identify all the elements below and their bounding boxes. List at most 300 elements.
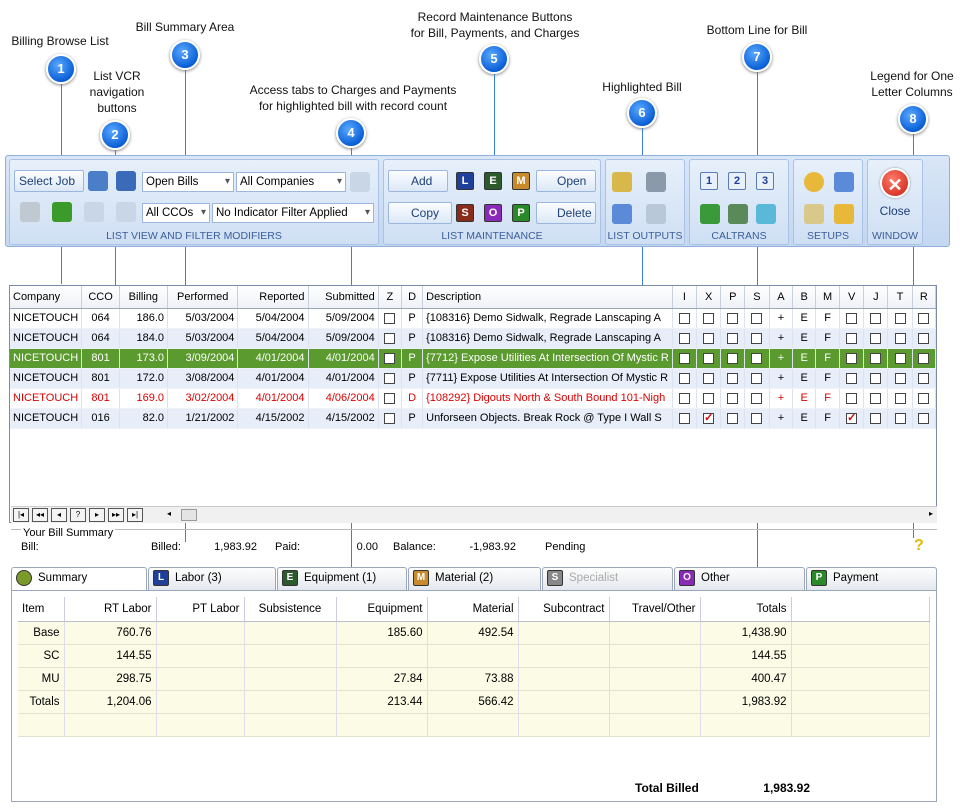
summary-icon — [16, 570, 32, 586]
tab-equipment[interactable] — [277, 567, 407, 590]
summary-cell — [518, 667, 609, 690]
callout-5-label: Record Maintenance Buttons for Bill, Payments, and Charges — [410, 10, 580, 40]
checkbox[interactable] — [703, 313, 714, 324]
bill-row[interactable] — [10, 408, 936, 428]
checkbox[interactable] — [870, 353, 881, 364]
find-record-button[interactable]: ? — [70, 508, 86, 522]
sum-col-rt-labor: RT Labor — [64, 597, 156, 621]
checkbox[interactable] — [727, 333, 738, 344]
checkbox[interactable] — [679, 413, 690, 424]
checkbox[interactable] — [870, 333, 881, 344]
cell-performed: 5/03/2004 — [168, 308, 238, 328]
col-company[interactable]: Company — [10, 286, 82, 308]
export-icon[interactable] — [646, 204, 666, 224]
first-record-button[interactable]: |◂ — [13, 508, 29, 522]
checkbox[interactable] — [895, 393, 906, 404]
cell-description: {7711} Expose Utilities At Intersection Of Mystic R — [423, 368, 673, 388]
balance-value: -1,983.92 — [469, 541, 516, 553]
tab-label: Other — [701, 572, 730, 584]
cell-d: P — [401, 348, 422, 368]
search-icon[interactable] — [612, 204, 632, 224]
cell-p — [721, 388, 745, 408]
scroll-right-icon[interactable]: ▸ — [928, 509, 933, 518]
callout-4-bubble: 4 — [336, 118, 366, 148]
checkbox[interactable] — [703, 373, 714, 384]
col-z[interactable]: Z — [378, 286, 401, 308]
col-t[interactable]: T — [888, 286, 912, 308]
summary-cell: 1,983.92 — [700, 690, 791, 713]
sum-col-equipment: Equipment — [336, 597, 427, 621]
add-button[interactable]: Add — [388, 170, 448, 192]
cell-b: E — [793, 348, 816, 368]
checkbox[interactable] — [727, 353, 738, 364]
checkbox[interactable] — [918, 313, 929, 324]
checkbox[interactable] — [384, 333, 395, 344]
col-cco[interactable]: CCO — [82, 286, 119, 308]
cell-performed: 3/08/2004 — [168, 368, 238, 388]
cell-i — [672, 368, 696, 388]
cell-x — [697, 328, 721, 348]
cell-j — [864, 348, 888, 368]
col-a[interactable]: A — [769, 286, 793, 308]
forward-arrow-icon[interactable] — [52, 202, 72, 222]
checkbox[interactable] — [918, 393, 929, 404]
callout-1-bubble: 1 — [46, 54, 76, 84]
cell-p — [721, 308, 745, 328]
cell-z — [378, 388, 401, 408]
col-reported[interactable]: Reported — [238, 286, 308, 308]
col-d[interactable]: D — [401, 286, 422, 308]
cell-j — [864, 368, 888, 388]
summary-cell: MU — [18, 667, 64, 690]
status-text: Pending — [545, 541, 586, 553]
caltrans-1-icon[interactable]: 1 — [700, 172, 718, 190]
summary-cell — [244, 644, 336, 667]
sum-col-subsistence: Subsistence — [244, 597, 336, 621]
cell-r — [912, 388, 935, 408]
summary-cell: Base — [18, 621, 64, 644]
summary-cell — [244, 667, 336, 690]
cell-z — [378, 328, 401, 348]
summary-cell — [518, 690, 609, 713]
summary-cell: 73.88 — [427, 667, 518, 690]
cell-submitted: 5/09/2004 — [308, 308, 378, 328]
tab-label: Specialist — [569, 572, 619, 584]
checkbox[interactable] — [751, 313, 762, 324]
open-button[interactable]: Open — [536, 170, 596, 192]
bill-row[interactable] — [10, 388, 936, 408]
callout-7-label: Bottom Line for Bill — [706, 23, 808, 37]
callout-2-label: List VCR navigation buttons — [89, 69, 145, 115]
cell-reported: 5/04/2004 — [238, 328, 308, 348]
total-billed-value: 1,983.92 — [763, 781, 810, 795]
billing-browse-list[interactable] — [9, 285, 937, 523]
material-letter-icon[interactable]: M — [512, 172, 530, 190]
checkbox[interactable] — [846, 333, 857, 344]
close-button[interactable]: Close — [879, 204, 911, 218]
summary-cell — [336, 644, 427, 667]
cell-submitted: 4/15/2002 — [308, 408, 378, 428]
sum-col-material: Material — [427, 597, 518, 621]
cell-t — [888, 388, 912, 408]
checkbox[interactable] — [727, 393, 738, 404]
checkbox[interactable] — [870, 413, 881, 424]
bill-row[interactable] — [10, 348, 936, 368]
m-letter-icon: M — [413, 570, 429, 586]
cell-performed: 3/02/2004 — [168, 388, 238, 408]
group-list-outputs — [605, 159, 685, 245]
bill-row[interactable] — [10, 328, 936, 348]
cell-i — [672, 408, 696, 428]
tab-label: Summary — [38, 572, 88, 584]
cell-m: F — [816, 308, 840, 328]
summary-row — [18, 621, 929, 644]
all-ccos-select[interactable]: All CCOs ▾ — [142, 203, 210, 223]
col-m[interactable]: M — [816, 286, 840, 308]
cell-b: E — [793, 368, 816, 388]
cell-j — [864, 388, 888, 408]
summary-cell — [427, 644, 518, 667]
all-companies-select[interactable]: All Companies ▾ — [236, 172, 346, 192]
cell-cco: 801 — [82, 348, 119, 368]
summary-cell — [244, 690, 336, 713]
money-icon[interactable] — [700, 204, 720, 224]
summary-cell — [518, 621, 609, 644]
summary-spacer-cell — [791, 690, 929, 713]
summary-cell: SC — [18, 644, 64, 667]
sum-col-spacer — [791, 597, 929, 621]
cell-x — [697, 368, 721, 388]
cell-company: NICETOUCH — [10, 368, 82, 388]
checkbox[interactable] — [895, 353, 906, 364]
group-label-list-outputs: LIST OUTPUTS — [607, 230, 683, 242]
callout-5-bubble: 5 — [479, 44, 509, 74]
cell-z — [378, 368, 401, 388]
cell-performed: 1/21/2002 — [168, 408, 238, 428]
summary-spacer-cell — [791, 621, 929, 644]
summary-cell: Totals — [18, 690, 64, 713]
col-s[interactable]: S — [745, 286, 769, 308]
checkbox[interactable] — [846, 413, 857, 424]
checkbox[interactable] — [895, 373, 906, 384]
cell-company: NICETOUCH — [10, 308, 82, 328]
summary-spacer-cell — [791, 713, 929, 736]
checkbox[interactable] — [918, 413, 929, 424]
cell-p — [721, 368, 745, 388]
ribbon — [5, 155, 950, 247]
select-job-button[interactable]: Select Job — [14, 170, 84, 192]
summary-cell — [609, 644, 700, 667]
checkbox[interactable] — [679, 333, 690, 344]
legend-help-icon[interactable]: ? — [914, 537, 924, 554]
cell-d: D — [401, 388, 422, 408]
checkbox[interactable] — [846, 393, 857, 404]
checkbox[interactable] — [870, 393, 881, 404]
summary-cell: 760.76 — [64, 621, 156, 644]
checkbox[interactable] — [870, 313, 881, 324]
checkbox[interactable] — [703, 413, 714, 424]
tab-other[interactable] — [674, 567, 805, 590]
checkbox[interactable] — [895, 333, 906, 344]
cell-r — [912, 328, 935, 348]
horizontal-scrollbar-thumb[interactable] — [181, 509, 197, 521]
checkbox[interactable] — [846, 313, 857, 324]
col-p[interactable]: P — [721, 286, 745, 308]
cell-d: P — [401, 368, 422, 388]
col-billing[interactable]: Billing — [119, 286, 167, 308]
cell-b: E — [793, 328, 816, 348]
cell-cco: 064 — [82, 308, 119, 328]
cell-description: {7712} Expose Utilities At Intersection Of Mystic R — [423, 348, 673, 368]
summary-cell — [156, 621, 244, 644]
cell-v — [840, 368, 864, 388]
cell-p — [721, 348, 745, 368]
checkbox[interactable] — [703, 393, 714, 404]
callout-7-bubble: 7 — [742, 42, 772, 72]
cell-v — [840, 388, 864, 408]
col-j[interactable]: J — [864, 286, 888, 308]
cell-r — [912, 408, 935, 428]
cell-s — [745, 368, 769, 388]
col-r[interactable]: R — [912, 286, 935, 308]
group-label-list-maintenance: LIST MAINTENANCE — [441, 230, 543, 242]
cell-i — [672, 308, 696, 328]
cell-m: F — [816, 348, 840, 368]
cell-v — [840, 348, 864, 368]
col-submitted[interactable]: Submitted — [308, 286, 378, 308]
cell-reported: 4/15/2002 — [238, 408, 308, 428]
cell-submitted: 4/01/2004 — [308, 348, 378, 368]
cell-r — [912, 368, 935, 388]
scroll-left-icon[interactable]: ◂ — [167, 509, 172, 518]
open-bills-select[interactable]: Open Bills ▾ — [142, 172, 234, 192]
cell-company: NICETOUCH — [10, 388, 82, 408]
back-arrow-icon[interactable] — [20, 202, 40, 222]
cell-p — [721, 408, 745, 428]
cell-t — [888, 348, 912, 368]
checkbox[interactable] — [751, 353, 762, 364]
checkbox[interactable] — [846, 373, 857, 384]
cell-x — [697, 408, 721, 428]
group-caltrans — [689, 159, 789, 245]
labor-letter-icon[interactable]: L — [456, 172, 474, 190]
cell-submitted: 5/09/2004 — [308, 328, 378, 348]
indicator-filter-select[interactable]: No Indicator Filter Applied ▾ — [212, 203, 374, 223]
summary-row — [18, 644, 929, 667]
other-letter-icon[interactable]: O — [484, 204, 502, 222]
summary-cell — [336, 713, 427, 736]
next-record-button[interactable]: ▸ — [89, 508, 105, 522]
checkbox[interactable] — [918, 373, 929, 384]
summary-cell — [244, 621, 336, 644]
checkbox[interactable] — [918, 333, 929, 344]
next-page-button[interactable]: ▸▸ — [108, 508, 124, 522]
checkbox[interactable] — [727, 313, 738, 324]
summary-cell — [609, 690, 700, 713]
delete-button[interactable]: Delete — [536, 202, 596, 224]
group-list-maintenance — [383, 159, 601, 245]
job-icon[interactable] — [88, 171, 108, 191]
summary-cell: 492.54 — [427, 621, 518, 644]
cell-description: {108316} Demo Sidwalk, Regrade Lanscaping A — [423, 308, 673, 328]
clipboard-icon[interactable] — [804, 204, 824, 224]
cell-s — [745, 408, 769, 428]
summary-cell: 144.55 — [64, 644, 156, 667]
checkbox[interactable] — [703, 333, 714, 344]
book-icon[interactable] — [728, 204, 748, 224]
cell-p — [721, 328, 745, 348]
checkbox[interactable] — [751, 373, 762, 384]
prev-page-button[interactable]: ◂◂ — [32, 508, 48, 522]
bill-summary-area — [11, 529, 937, 561]
checkbox[interactable] — [895, 413, 906, 424]
checkbox[interactable] — [751, 413, 762, 424]
callout-3-bubble: 3 — [170, 40, 200, 70]
summary-spacer-cell — [791, 667, 929, 690]
report-icon[interactable] — [612, 172, 632, 192]
payment-letter-icon[interactable]: P — [512, 204, 530, 222]
checkbox[interactable] — [384, 413, 395, 424]
cell-reported: 4/01/2004 — [238, 348, 308, 368]
cell-v — [840, 328, 864, 348]
monitor-icon[interactable] — [756, 204, 776, 224]
sum-col-item: Item — [18, 597, 64, 621]
tab-summary[interactable] — [11, 567, 147, 591]
sum-col-subcontract: Subcontract — [518, 597, 609, 621]
tab-material[interactable] — [408, 567, 541, 590]
gear-icon[interactable] — [804, 172, 824, 192]
paid-value: 0.00 — [356, 541, 378, 553]
checkbox[interactable] — [384, 353, 395, 364]
checkbox[interactable] — [918, 353, 929, 364]
filter-clear-icon[interactable] — [116, 202, 136, 222]
checkbox[interactable] — [679, 393, 690, 404]
checkbox[interactable] — [751, 333, 762, 344]
cell-company: NICETOUCH — [10, 328, 82, 348]
folder-icon[interactable] — [834, 204, 854, 224]
cell-d: P — [401, 328, 422, 348]
checkbox[interactable] — [679, 313, 690, 324]
cell-reported: 4/01/2004 — [238, 368, 308, 388]
col-v[interactable]: V — [840, 286, 864, 308]
checkbox[interactable] — [384, 373, 395, 384]
summary-cell: 27.84 — [336, 667, 427, 690]
cell-description: {108292} Digouts North & South Bound 101-Nigh — [423, 388, 673, 408]
specialist-letter-icon[interactable]: S — [456, 204, 474, 222]
callout-1-label: Billing Browse List — [11, 34, 109, 48]
checkbox[interactable] — [679, 353, 690, 364]
checkbox[interactable] — [384, 313, 395, 324]
summary-cell — [518, 644, 609, 667]
cell-a: + — [769, 408, 793, 428]
prev-record-button[interactable]: ◂ — [51, 508, 67, 522]
checkbox[interactable] — [384, 393, 395, 404]
checkbox[interactable] — [727, 413, 738, 424]
checkbox[interactable] — [846, 353, 857, 364]
caltrans-2-icon[interactable]: 2 — [728, 172, 746, 190]
cell-b: E — [793, 408, 816, 428]
cell-description: {108316} Demo Sidwalk, Regrade Lanscaping A — [423, 328, 673, 348]
close-icon[interactable]: ✕ — [880, 168, 910, 198]
billed-label: Billed: — [151, 541, 181, 553]
checkbox[interactable] — [870, 373, 881, 384]
summary-cell: 400.47 — [700, 667, 791, 690]
l-letter-icon: L — [153, 570, 169, 586]
summary-cell: 144.55 — [700, 644, 791, 667]
col-i[interactable]: I — [672, 286, 696, 308]
cell-i — [672, 328, 696, 348]
checkbox[interactable] — [727, 373, 738, 384]
callout-4-label: Access tabs to Charges and Payments for highlighted bill with record count — [249, 83, 457, 113]
print-icon[interactable] — [646, 172, 666, 192]
tab-labor[interactable] — [148, 567, 276, 590]
checkbox[interactable] — [895, 313, 906, 324]
sum-col-pt-labor: PT Labor — [156, 597, 244, 621]
summary-cell — [700, 713, 791, 736]
tab-label: Labor (3) — [175, 572, 222, 584]
tab-payment[interactable] — [806, 567, 937, 590]
cell-a: + — [769, 388, 793, 408]
cell-submitted: 4/06/2004 — [308, 388, 378, 408]
cell-z — [378, 348, 401, 368]
summary-cell: 213.44 — [336, 690, 427, 713]
refresh-icon[interactable] — [350, 172, 370, 192]
caltrans-3-icon[interactable]: 3 — [756, 172, 774, 190]
cell-cco: 064 — [82, 328, 119, 348]
checkbox[interactable] — [679, 373, 690, 384]
cell-z — [378, 408, 401, 428]
total-billed-label: Total Billed — [635, 781, 699, 795]
copy-button[interactable]: Copy — [388, 202, 452, 224]
col-description[interactable]: Description — [423, 286, 673, 308]
checkbox[interactable] — [751, 393, 762, 404]
callout-3-label: Bill Summary Area — [135, 20, 235, 34]
cell-t — [888, 368, 912, 388]
cell-s — [745, 328, 769, 348]
cell-performed: 5/03/2004 — [168, 328, 238, 348]
cell-r — [912, 308, 935, 328]
cell-i — [672, 348, 696, 368]
copy-setup-icon[interactable] — [834, 172, 854, 192]
bill-row[interactable] — [10, 368, 936, 388]
filter-icon[interactable] — [84, 202, 104, 222]
group-label-setups: SETUPS — [806, 230, 849, 242]
cell-b: E — [793, 308, 816, 328]
last-record-button[interactable]: ▸| — [127, 508, 143, 522]
callout-8-label: Legend for One Letter Columns — [870, 69, 954, 99]
col-b[interactable]: B — [793, 286, 816, 308]
cell-s — [745, 348, 769, 368]
summary-cell: 1,438.90 — [700, 621, 791, 644]
job-alt-icon[interactable] — [116, 171, 136, 191]
equipment-letter-icon[interactable]: E — [484, 172, 502, 190]
balance-label: Balance: — [393, 541, 436, 553]
tab-specialist[interactable] — [542, 567, 673, 590]
callout-2-bubble: 2 — [100, 120, 130, 150]
col-x[interactable]: X — [697, 286, 721, 308]
sum-col-travel-other: Travel/Other — [609, 597, 700, 621]
vcr-navigation — [11, 506, 937, 523]
e-letter-icon: E — [282, 570, 298, 586]
bill-row[interactable] — [10, 308, 936, 328]
summary-table — [18, 597, 930, 737]
summary-row — [18, 690, 929, 713]
checkbox[interactable] — [703, 353, 714, 364]
cell-x — [697, 388, 721, 408]
cell-a: + — [769, 308, 793, 328]
col-performed[interactable]: Performed — [168, 286, 238, 308]
cell-v — [840, 308, 864, 328]
